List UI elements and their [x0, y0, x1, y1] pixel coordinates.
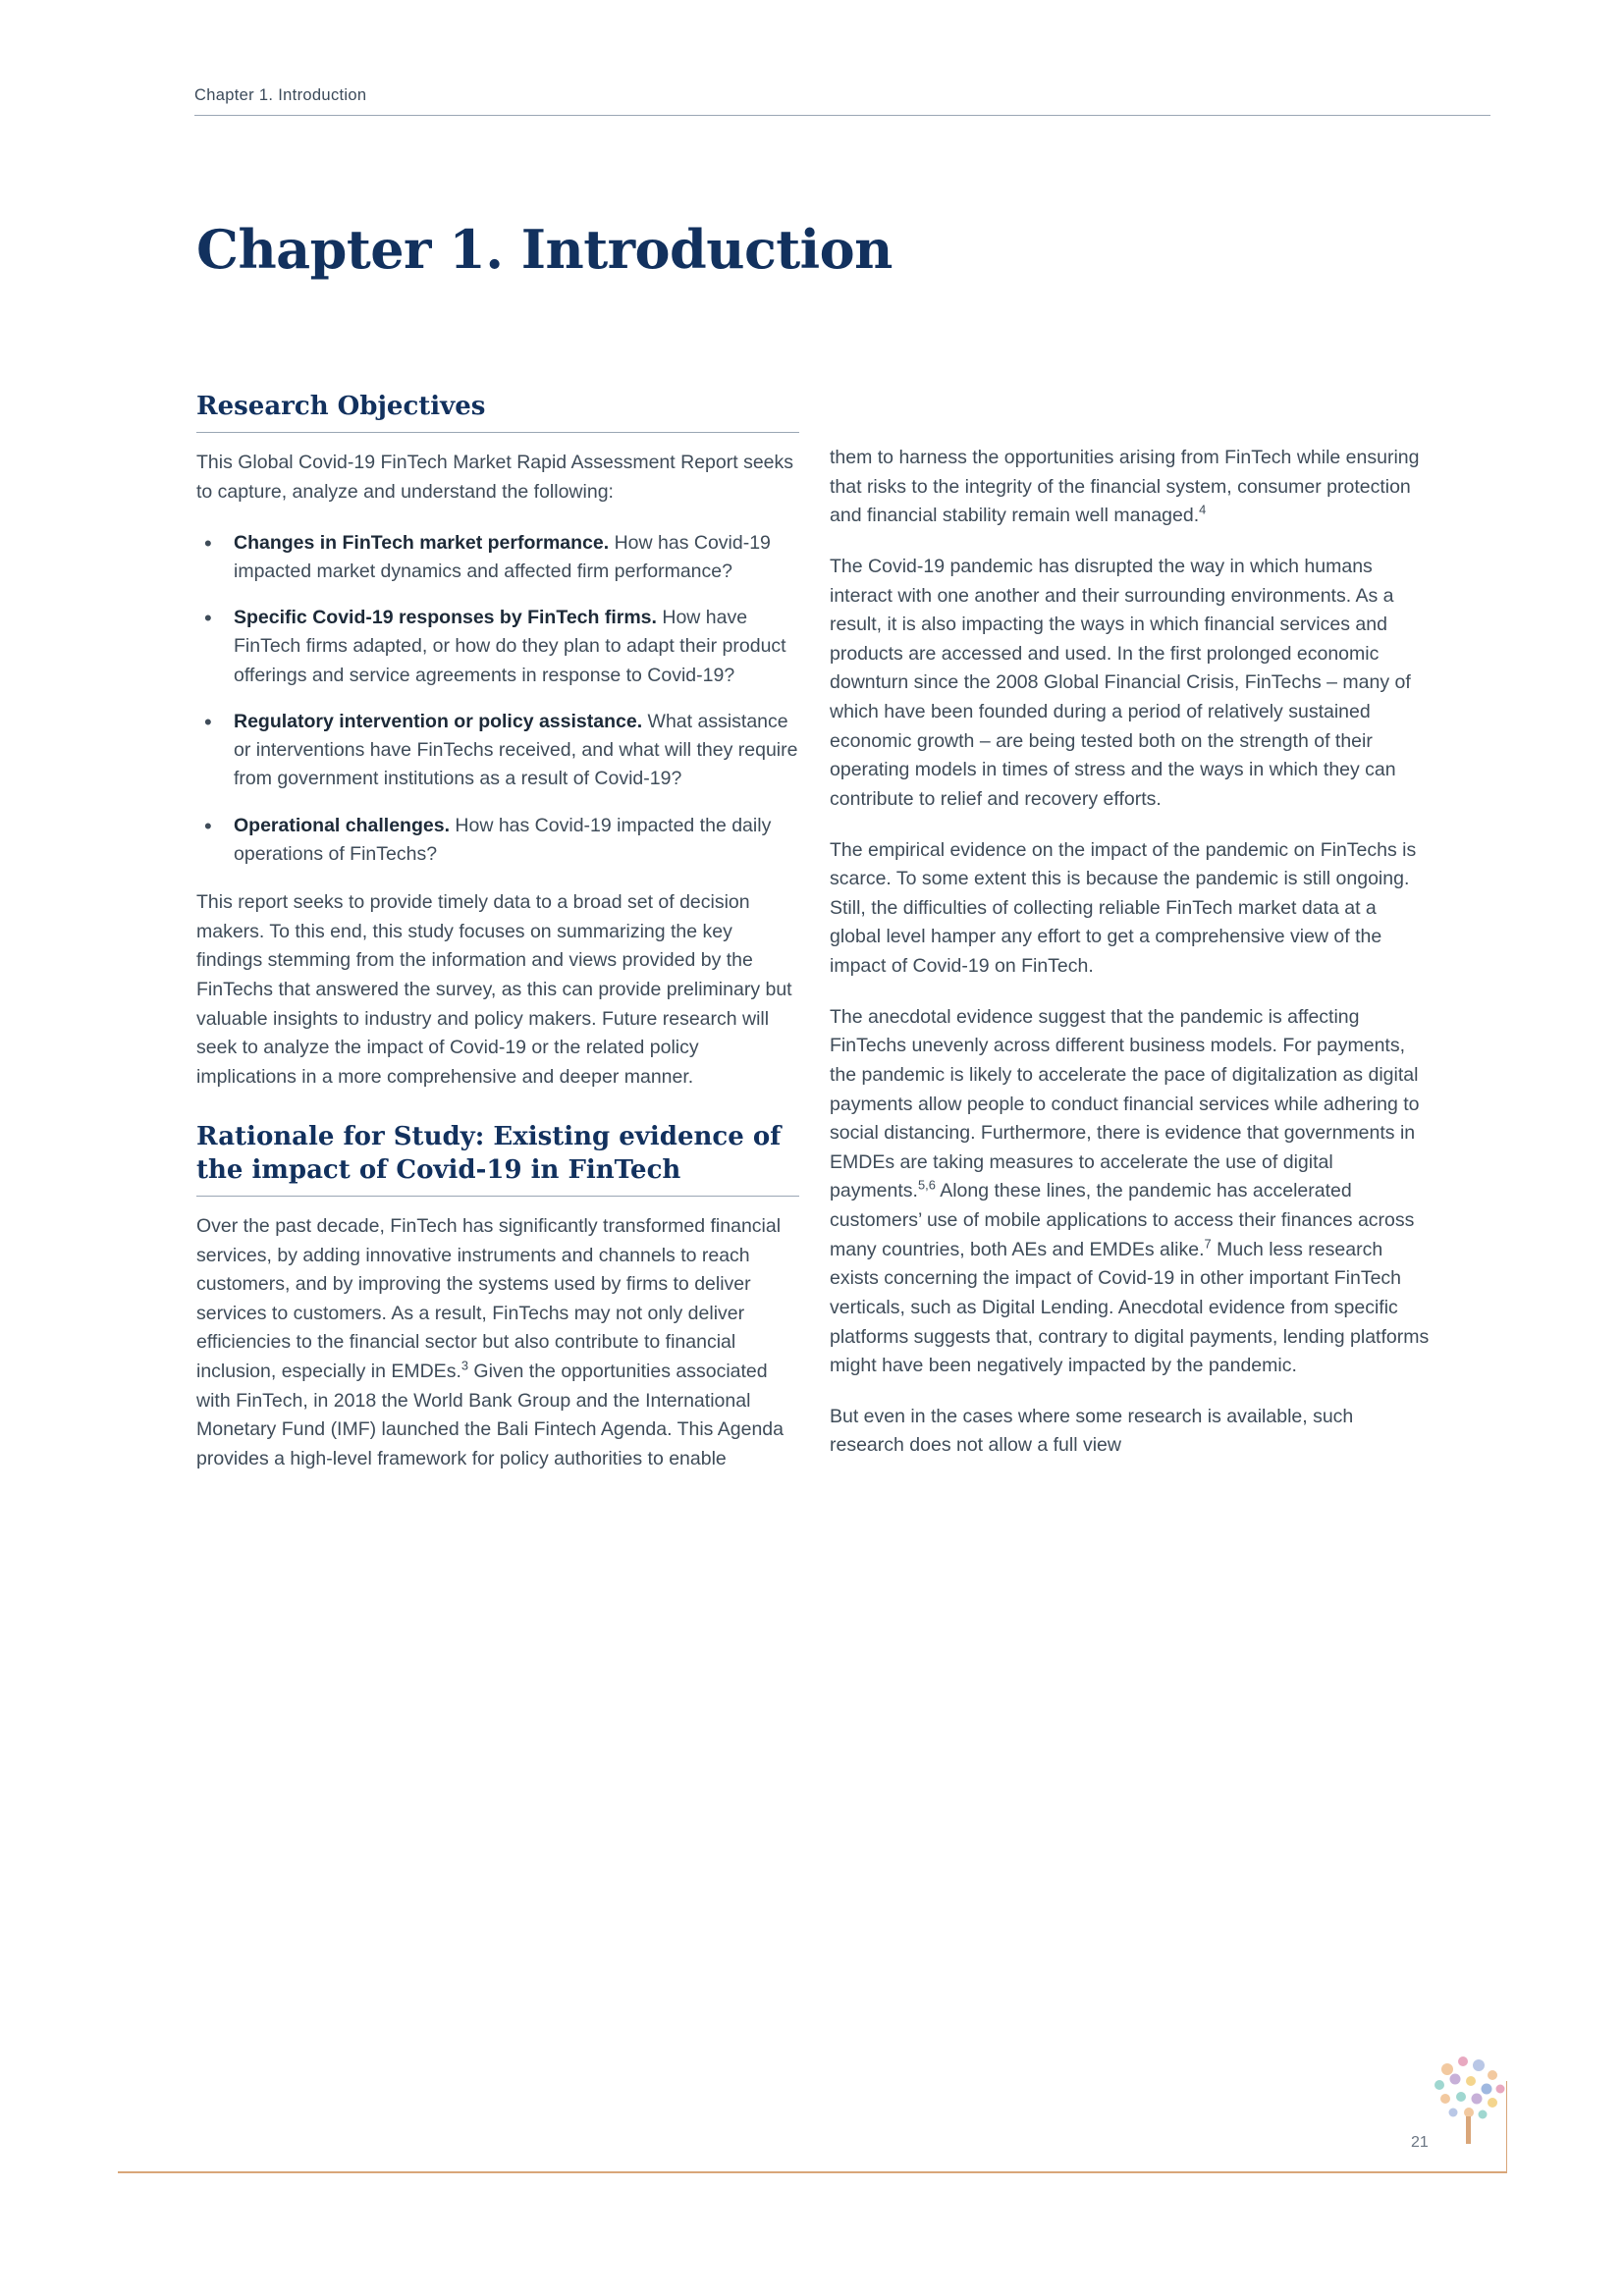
- research-objectives-intro: This Global Covid-19 FinTech Market Rapid Assessment Report seeks to capture, analyze and understand the following:: [196, 452, 794, 503]
- footnote-marker-4: 4: [1199, 502, 1207, 517]
- running-header: [194, 86, 1490, 116]
- right-paragraph-4-a: The anecdotal evidence suggest that the pandemic is affecting FinTechs unevenly across different business models. For payments, the pandemic is likely to accelerate the pace of digitalization as digital payments allow people to conduct financial services while adhering to social distancing. Furthermore, there is evidence that governments in EMDEs are taking measures to accelerate the use of digital payments.: [830, 1005, 1420, 1202]
- section-research-objectives: [196, 391, 799, 1092]
- footnote-marker-3: 3: [460, 1358, 469, 1373]
- right-paragraph-continued: [830, 444, 1433, 531]
- rationale-paragraph-1: [196, 1212, 799, 1474]
- right-paragraph-4-c: Much less research exists concerning the impact of Covid-19 in other important FinTech verticals, such as Digital Lending. Anecdotal evidence from specific platforms suggests that, contrary to digital payments, lending platforms might have been negatively impacted by the pandemic.: [830, 1238, 1430, 1377]
- rationale-paragraph-1-a: Over the past decade, FinTech has significantly transformed financial services, by adding innovative instruments and channels to reach customers, and by improving the systems used by firms to deliver services to customers. As a result, FinTechs may not only deliver efficiencies to the financial sector but also contribute to financial inclusion, especially in EMDEs.: [196, 1214, 782, 1383]
- right-paragraph-2: The Covid-19 pandemic has disrupted the way in which humans interact with one another and their surrounding environments. As a result, it is also impacting the ways in which financial services and products are accessed and used. In the first prolonged economic downturn since the 2008 Global Financial Crisis, FinTechs – many of which have been founded during a period of relatively sustained economic growth – are being tested both on the strength of their operating models in times of stress and the ways in which they can contribute to relief and recovery efforts.: [830, 555, 1411, 810]
- right-column: [830, 444, 1433, 1461]
- right-paragraph-5: But even in the cases where some research is available, such research does not allow a full view: [830, 1405, 1354, 1457]
- section-rule: [196, 432, 799, 433]
- list-item-lead: Changes in FinTech market performance.: [234, 531, 610, 554]
- footer-rule: [118, 2171, 1507, 2173]
- footnote-marker-5-6: 5,6: [917, 1177, 936, 1193]
- list-item-text: How has Covid-19 impacted the daily operations of FinTechs?: [234, 814, 772, 865]
- section-heading-rationale: Rationale for Study: Existing evidence of the impact of Covid-19 in FinTech: [196, 1122, 782, 1185]
- list-item: [196, 604, 799, 690]
- rationale-paragraph-1-b: Given the opportunities associated with FinTech, in 2018 the World Bank Group and the International Monetary Fund (IMF) launched the Bali Fintech Agenda. This Agenda provides a high-level framework for policy authorities to enable: [196, 1361, 784, 1469]
- list-item-lead: Specific Covid-19 responses by FinTech firms.: [234, 607, 657, 629]
- section-heading-research-objectives: Research Objectives: [196, 392, 486, 421]
- list-item-text: What assistance or interventions have FinTechs received, and what will they require from government institutions as a result of Covid-19?: [234, 710, 798, 790]
- right-paragraph-continued-text: them to harness the opportunities arising from FinTech while ensuring that risks to the integrity of the financial system, consumer protection and financial stability remain well managed.: [830, 447, 1420, 527]
- left-column: [196, 391, 799, 1474]
- page-number: 21: [1411, 2134, 1429, 2151]
- research-objectives-closing: This report seeks to provide timely data to a broad set of decision makers. To this end, this study focuses on summarizing the key findings stemming from the information and views provided by the FinTechs that answered the survey, as this can provide preliminary but valuable insights to industry and policy makers. Future research will seek to analyze the impact of Covid-19 or the related policy implications in a more comprehensive and deeper manner.: [196, 891, 792, 1088]
- footnote-marker-7: 7: [1204, 1236, 1212, 1252]
- list-item-lead: Operational challenges.: [234, 814, 450, 836]
- list-item: [196, 812, 799, 870]
- list-item: [196, 529, 799, 587]
- list-item-text: How have FinTech firms adapted, or how do they plan to adapt their product offerings and service agreements in response to Covid-19?: [234, 607, 786, 686]
- right-paragraph-4: [830, 1003, 1433, 1381]
- running-header-text: Chapter 1. Introduction: [194, 86, 367, 104]
- list-item-text: How has Covid-19 impacted market dynamics and affected firm performance?: [234, 531, 771, 582]
- list-item-lead: Regulatory intervention or policy assistance.: [234, 710, 643, 732]
- right-paragraph-4-b: Along these lines, the pandemic has accelerated customers’ use of mobile applications to access their finances across many countries, both AEs and EMDEs alike.: [830, 1180, 1415, 1260]
- list-item: [196, 708, 799, 794]
- right-paragraph-3: The empirical evidence on the impact of the pandemic on FinTechs is scarce. To some extent this is because the pandemic is still ongoing. Still, the difficulties of collecting reliable FinTech market data at a global level hamper any effort to get a comprehensive view of the impact of Covid-19 on FinTech.: [830, 838, 1417, 977]
- section-rationale: [196, 1121, 799, 1473]
- brand-logo-icon: [1424, 2052, 1532, 2145]
- running-header-rule: [194, 115, 1490, 116]
- research-objectives-list: [196, 529, 799, 870]
- page-title: Chapter 1. Introduction: [196, 218, 893, 281]
- section-rule: [196, 1196, 799, 1197]
